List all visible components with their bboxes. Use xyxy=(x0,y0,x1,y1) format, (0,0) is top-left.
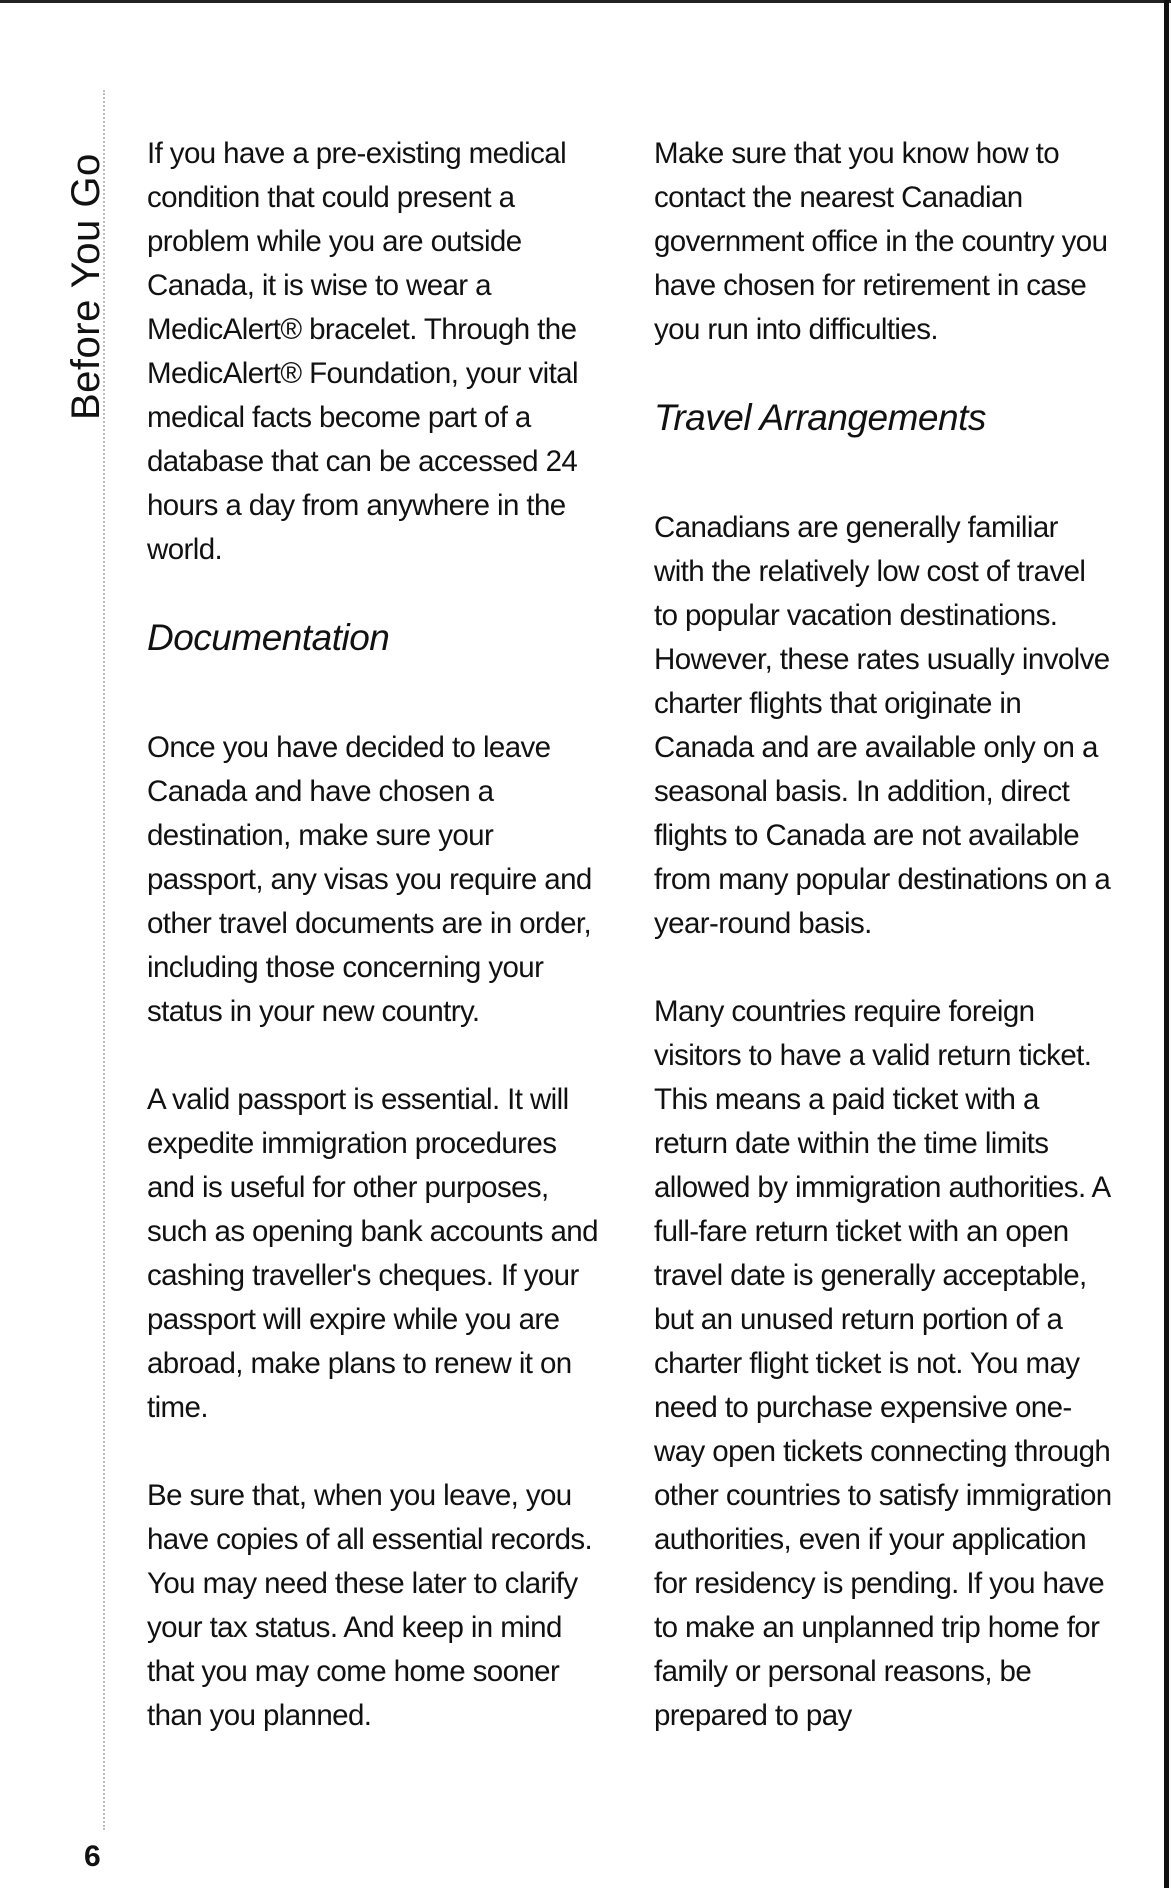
page-top-border xyxy=(0,0,1171,3)
paragraph-medical-condition: If you have a pre-existing medical condition that could present a problem while you are outside Canada, it is wise to wear a MedicAlert® bracelet. Through the MedicAlert® Foundation, your vital medical facts become part of a database that can be accessed 24 hours a day from anywhere in the world. xyxy=(147,137,578,566)
heading-travel-arrangements: Travel Arrangements xyxy=(654,397,986,438)
paragraph-documents: Once you have decided to leave Canada and have chosen a destination, make sure your passport, any visas you require and other travel documents are in order, including those concerning your status in your new country. xyxy=(147,731,592,1028)
paragraph-government-office: Make sure that you know how to contact the nearest Canadian government office in the country you have chosen for retirement in case you run into difficulties. xyxy=(654,137,1108,346)
left-column xyxy=(147,132,605,1782)
paragraph-records: Be sure that, when you leave, you have copies of all essential records. You may need these later to clarify your tax status. And keep in mind that you may come home sooner than you planned. xyxy=(147,1479,593,1732)
side-dotted-rule xyxy=(103,90,107,1830)
page-number: 6 xyxy=(84,1840,101,1873)
paragraph-charter-flights: Canadians are generally familiar with the relatively low cost of travel to popular vacation destinations. However, these rates usually involve charter flights that originate in Canada and are available only on a seasonal basis. In addition, direct flights to Canada are not available from many popular destinations on a year-round basis. xyxy=(654,511,1111,940)
paragraph-passport: A valid passport is essential. It will expedite immigration procedures and is useful for other purposes, such as opening bank accounts and cashing traveller's cheques. If your passport will expire while you are abroad, make plans to renew it on time. xyxy=(147,1083,598,1424)
heading-documentation: Documentation xyxy=(147,617,390,658)
running-head: Before You Go xyxy=(64,153,108,420)
page-right-border xyxy=(1164,0,1169,1888)
right-column xyxy=(654,132,1114,1782)
paragraph-return-ticket: Many countries require foreign visitors to have a valid return ticket. This means a paid ticket with a return date within the time limits allowed by immigration authorities. A full-fare return ticket with an open travel date is generally acceptable, but an unused return portion of a charter flight ticket is not. You may need to purchase expensive one-way open tickets connecting through other countries to satisfy immigration authorities, even if your application for residency is pending. If you have to make an unplanned trip home for family or personal reasons, be prepared to pay xyxy=(654,995,1112,1732)
